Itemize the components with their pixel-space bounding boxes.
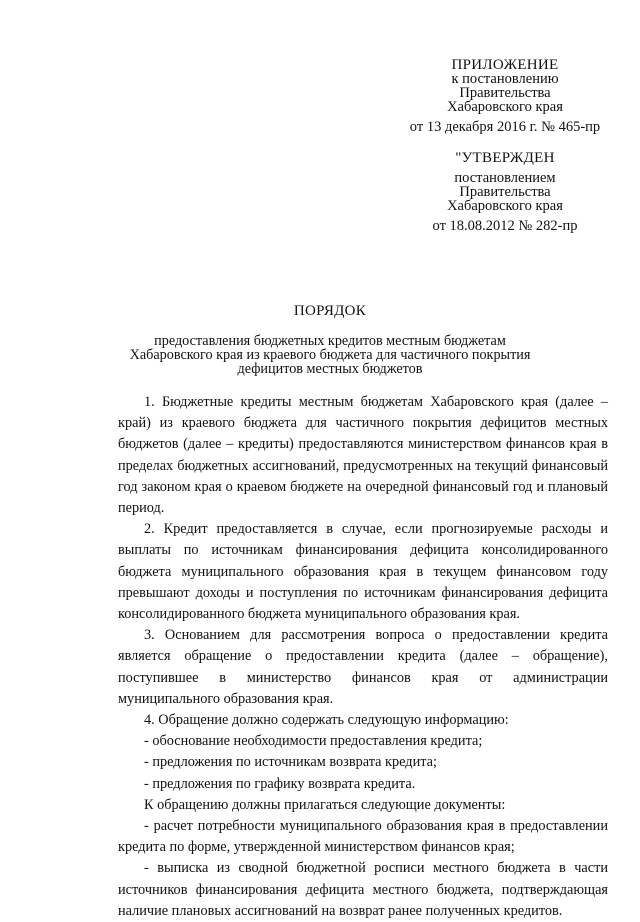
document-subtitle: предоставления бюджетных кредитов местным бюджетам Хабаровского края из краевого бюджета для частичного покрытия дефицитов местных бюджетов	[129, 333, 531, 377]
paragraph-1: 1. Бюджетные кредиты местным бюджетам Хабаровского края (далее – край) из краевого бюджета для частичного покрытия дефицитов местных бюджетов (далее – кредиты) предоставляются министерством финансов края в пределах бюджетных ассигнований, предусмотренных на текущий финансовый год законом края о краевом бюджете на очередной финансовый год и плановый период.	[118, 394, 608, 517]
annex-date-line: от 13 декабря 2016 г. № 465-пр	[409, 119, 601, 135]
approved-title: "УТВЕРЖДЕН	[455, 150, 555, 166]
approved-line-1: постановлением	[454, 170, 556, 186]
list-item: - расчет потребности муниципального образования края в предоставлении кредита по форме, утвержденной министерством финансов края;	[118, 818, 608, 856]
annex-title: ПРИЛОЖЕНИЕ	[451, 57, 559, 73]
annex-line-2: Правительства	[459, 85, 551, 101]
annex-line-1: к постановлению	[451, 71, 559, 87]
annex-line-3: Хабаровского края	[447, 99, 563, 115]
list-item: - обоснование необходимости предоставления кредита;	[144, 733, 483, 750]
document-body	[118, 392, 608, 922]
list-item: - предложения по источникам возврата кредита;	[144, 754, 437, 771]
paragraph-3: 3. Основанием для рассмотрения вопроса о предоставлении кредита является обращение о предоставлении кредита (далее – обращение), поступившее в министерство финансов края от администрации муниципального образования края.	[118, 627, 608, 707]
approved-line-3: Хабаровского края	[447, 198, 563, 214]
approved-date-line: от 18.08.2012 № 282-пр	[432, 218, 578, 234]
paragraph-5: К обращению должны прилагаться следующие документы:	[144, 796, 506, 813]
list-item: - предложения по графику возврата кредита.	[144, 775, 416, 792]
annex-header	[395, 58, 615, 134]
approved-line-2: Правительства	[459, 184, 551, 200]
list-item: - выписка из сводной бюджетной росписи местного бюджета в части источников финансирования дефицита местного бюджета, подтверждающая наличие плановых ассигнований на возврат ранее полученных кредитов.	[118, 860, 608, 919]
paragraph-4: 4. Обращение должно содержать следующую информацию:	[144, 712, 509, 729]
paragraph-2: 2. Кредит предоставляется в случае, если прогнозируемые расходы и выплаты по источникам финансирования дефицита консолидированного бюджета муниципального образования края в текущем финансовом году превышают доходы и поступления по источникам финансирования дефицита консолидированного бюджета муниципального образования края.	[118, 521, 608, 623]
approved-header	[412, 151, 598, 233]
document-title: ПОРЯДОК	[293, 303, 367, 319]
document-title-block	[120, 303, 540, 376]
